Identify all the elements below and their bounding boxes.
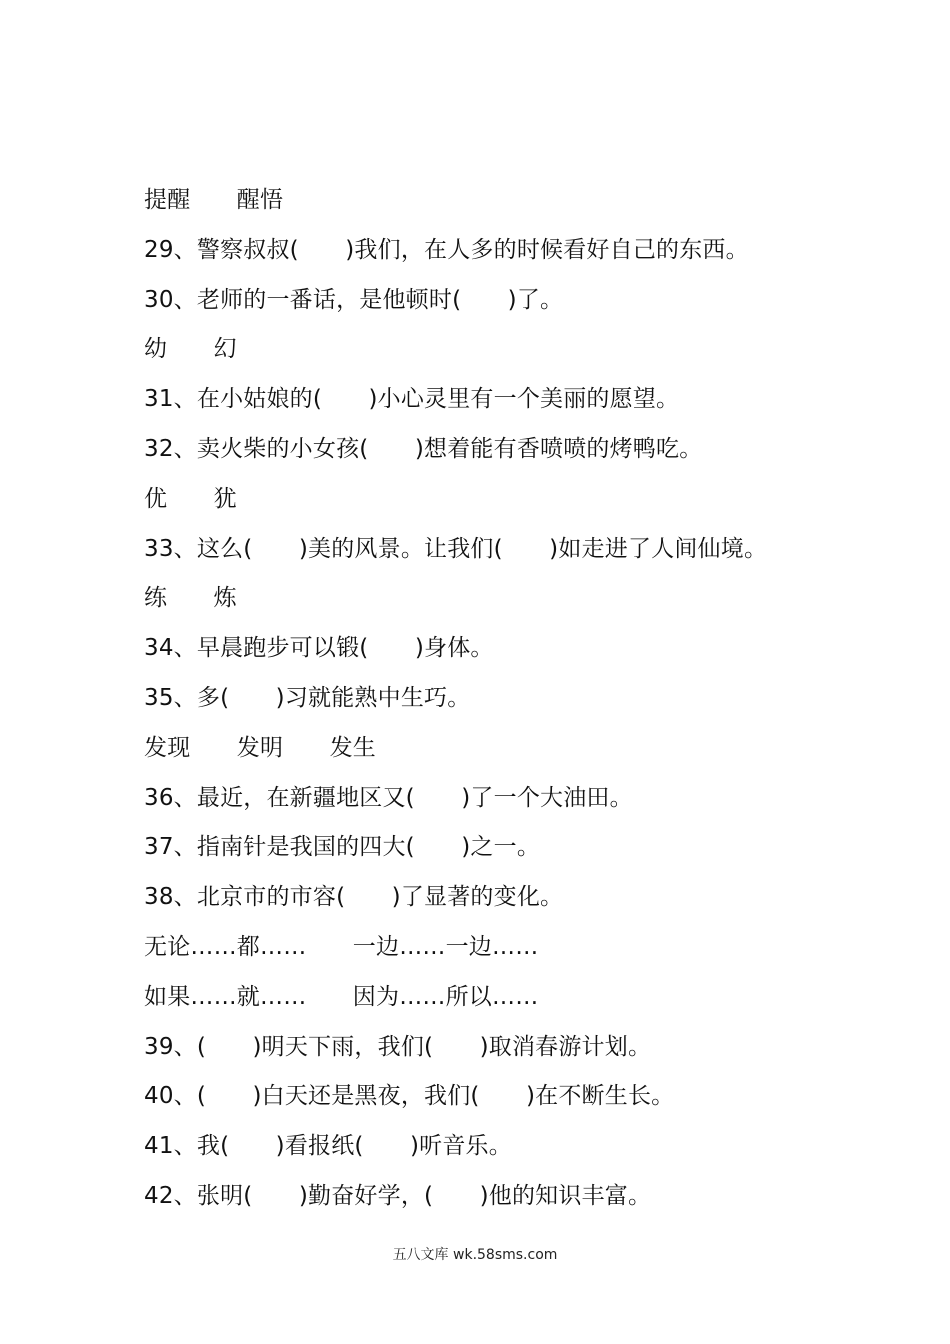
- question-32: 32、卖火柴的小女孩( )想着能有香喷喷的烤鸭吃。: [144, 435, 703, 462]
- conjunction-line: 如果……就…… 因为……所以……: [144, 983, 539, 1010]
- question-37: 37、指南针是我国的四大( )之一。: [144, 834, 541, 861]
- footer-watermark: 五八文库 wk.58sms.com: [392, 1247, 558, 1263]
- question-29: 29、警察叔叔( )我们，在人多的时候看好自己的东西。: [144, 236, 749, 263]
- question-33: 33、这么( )美的风景。让我们( )如走进了人间仙境。: [144, 535, 768, 562]
- question-35: 35、多( )习就能熟中生巧。: [144, 684, 471, 711]
- question-36: 36、最近，在新疆地区又( )了一个大油田。: [144, 784, 633, 811]
- question-41: 41、我( )看报纸( )听音乐。: [144, 1133, 512, 1160]
- word-pair-line: 优 犹: [144, 485, 237, 512]
- question-31: 31、在小姑娘的( )小心灵里有一个美丽的愿望。: [144, 386, 680, 413]
- word-pair-line: 练 炼: [144, 585, 237, 612]
- question-42: 42、张明( )勤奋好学，( )他的知识丰富。: [144, 1182, 652, 1209]
- conjunction-line: 无论……都…… 一边……一边……: [144, 933, 539, 960]
- word-pair-line: 提醒 醒悟: [144, 187, 284, 213]
- question-38: 38、北京市的市容( )了显著的变化。: [144, 884, 564, 911]
- word-group-line: 发现 发明 发生: [144, 734, 376, 761]
- question-34: 34、早晨跑步可以锻( )身体。: [144, 635, 494, 662]
- question-40: 40、( )白天还是黑夜，我们( )在不断生长。: [144, 1083, 675, 1110]
- question-39: 39、( )明天下雨，我们( )取消春游计划。: [144, 1033, 652, 1060]
- document-body: [144, 176, 904, 1222]
- question-30: 30、老师的一番话，是他顿时( )了。: [144, 286, 564, 313]
- word-pair-line: 幼 幻: [144, 336, 237, 363]
